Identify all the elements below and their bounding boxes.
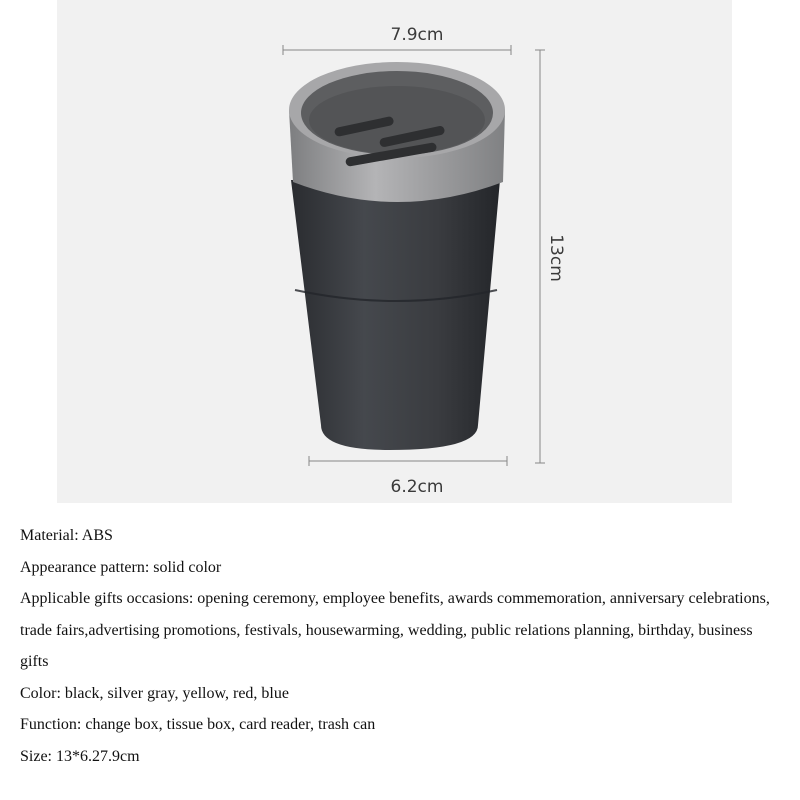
bottom-width-label: 6.2cm (390, 477, 444, 497)
top-width-dimension (283, 25, 511, 55)
spec-size: Size: 13*6.27.9cm (20, 747, 140, 765)
product-image-panel (57, 0, 732, 503)
top-width-label: 7.9cm (390, 25, 444, 45)
cup-illustration (289, 62, 505, 450)
product-specifications (20, 520, 780, 772)
height-dimension (535, 50, 566, 463)
spec-material: Material: ABS (20, 527, 113, 544)
spec-appearance-pattern: Appearance pattern: solid color (20, 558, 222, 576)
bottom-width-dimension (309, 456, 507, 497)
cup-body (291, 180, 500, 450)
product-illustration (57, 0, 732, 503)
spec-color: Color: black, silver gray, yellow, red, blue (20, 684, 289, 702)
height-label: 13cm (546, 234, 566, 282)
spec-function: Function: change box, tissue box, card reader, trash can (20, 716, 376, 733)
spec-gift-occasions: Applicable gifts occasions: opening ceremony, employee benefits, awards commemoration, anniversary celebrations, trade fairs,advertising promotions, festivals, housewarming, wedding, public relations planning, birthday, business gifts (20, 590, 770, 670)
